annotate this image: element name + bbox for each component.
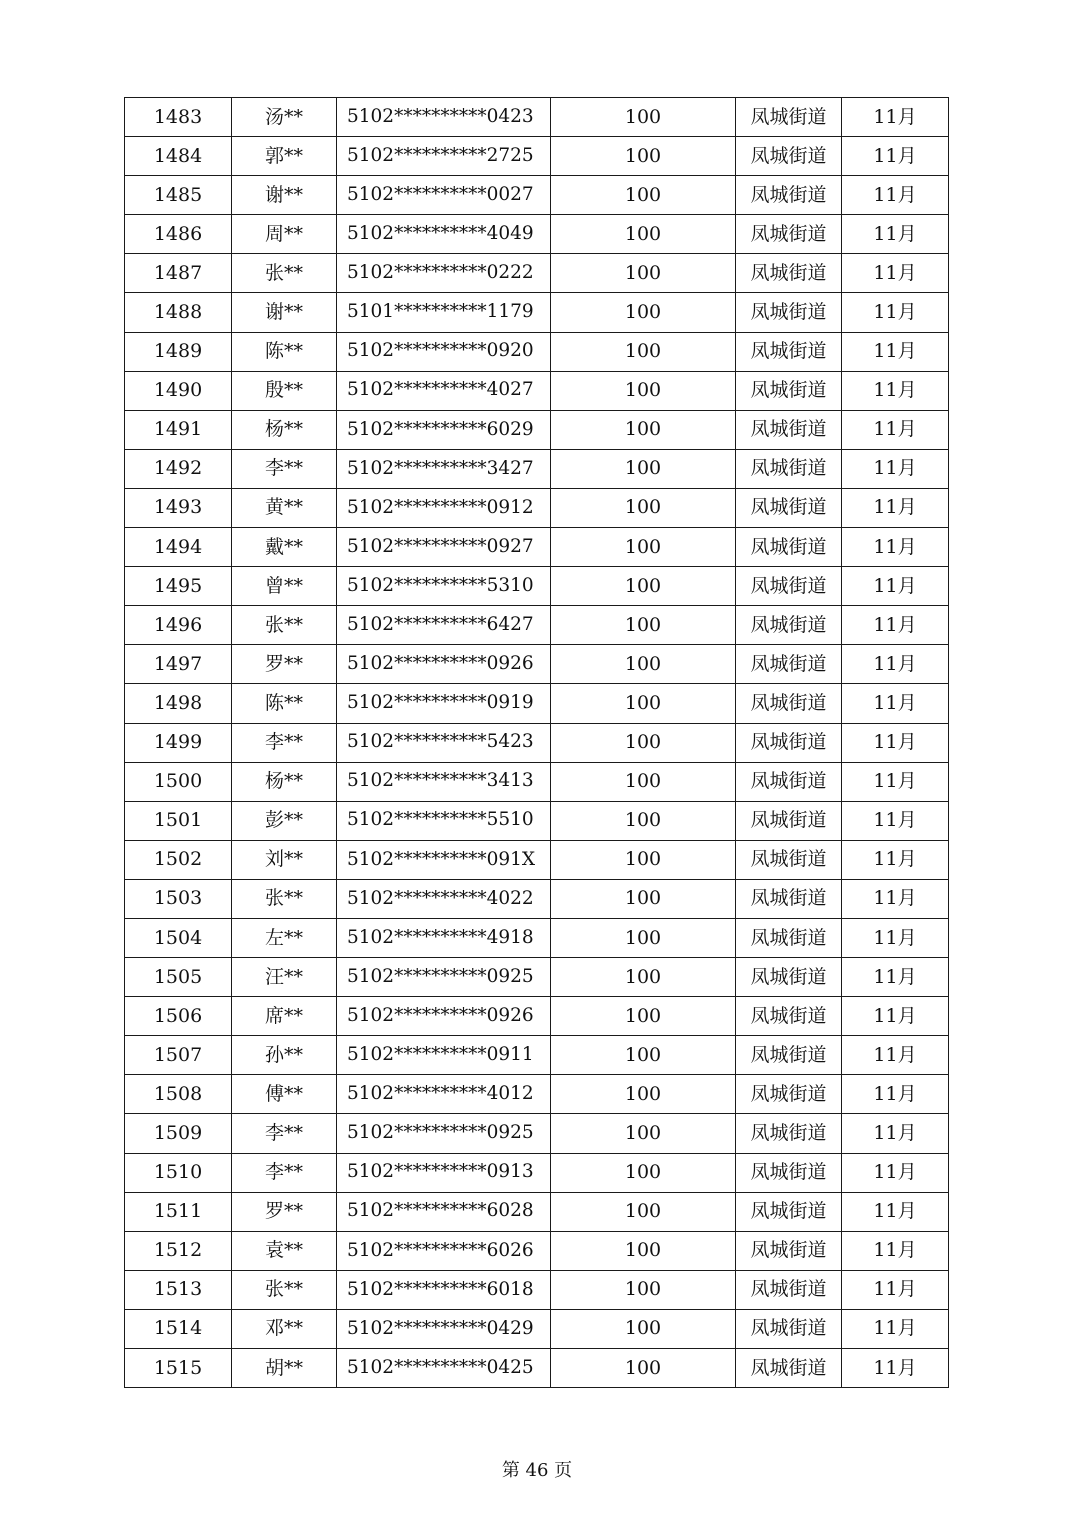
amount-cell: 100 <box>551 254 736 293</box>
name-cell: 罗** <box>232 1192 337 1231</box>
id-number-cell: 5102**********5310 <box>337 567 551 606</box>
amount-cell: 100 <box>551 1153 736 1192</box>
month-cell: 11月 <box>842 1231 949 1270</box>
serial-number-cell: 1489 <box>125 332 232 371</box>
month-cell: 11月 <box>842 723 949 762</box>
amount-cell: 100 <box>551 1309 736 1348</box>
id-number-cell: 5102**********0925 <box>337 958 551 997</box>
district-cell: 凤城街道 <box>736 645 842 684</box>
month-cell: 11月 <box>842 918 949 957</box>
id-number-cell: 5102**********0919 <box>337 684 551 723</box>
month-cell: 11月 <box>842 1153 949 1192</box>
serial-number-cell: 1511 <box>125 1192 232 1231</box>
id-number-cell: 5102**********0027 <box>337 176 551 215</box>
amount-cell: 100 <box>551 215 736 254</box>
district-cell: 凤城街道 <box>736 606 842 645</box>
district-cell: 凤城街道 <box>736 723 842 762</box>
id-number-cell: 5102**********3427 <box>337 449 551 488</box>
amount-cell: 100 <box>551 1349 736 1388</box>
month-cell: 11月 <box>842 371 949 410</box>
amount-cell: 100 <box>551 332 736 371</box>
district-cell: 凤城街道 <box>736 840 842 879</box>
table-row <box>125 645 949 684</box>
name-cell: 傅** <box>232 1075 337 1114</box>
table-row <box>125 371 949 410</box>
table-row <box>125 762 949 801</box>
amount-cell: 100 <box>551 98 736 137</box>
serial-number-cell: 1488 <box>125 293 232 332</box>
name-cell: 罗** <box>232 645 337 684</box>
month-cell: 11月 <box>842 606 949 645</box>
name-cell: 张** <box>232 606 337 645</box>
district-cell: 凤城街道 <box>736 801 842 840</box>
table-row <box>125 98 949 137</box>
name-cell: 袁** <box>232 1231 337 1270</box>
month-cell: 11月 <box>842 488 949 527</box>
table-row <box>125 997 949 1036</box>
district-cell: 凤城街道 <box>736 332 842 371</box>
district-cell: 凤城街道 <box>736 293 842 332</box>
table-row <box>125 254 949 293</box>
name-cell: 李** <box>232 449 337 488</box>
name-cell: 李** <box>232 723 337 762</box>
table-row <box>125 449 949 488</box>
name-cell: 席** <box>232 997 337 1036</box>
name-cell: 谢** <box>232 176 337 215</box>
name-cell: 陈** <box>232 332 337 371</box>
id-number-cell: 5102**********5510 <box>337 801 551 840</box>
serial-number-cell: 1509 <box>125 1114 232 1153</box>
month-cell: 11月 <box>842 1036 949 1075</box>
amount-cell: 100 <box>551 606 736 645</box>
amount-cell: 100 <box>551 449 736 488</box>
table-row <box>125 293 949 332</box>
serial-number-cell: 1499 <box>125 723 232 762</box>
id-number-cell: 5102**********0429 <box>337 1309 551 1348</box>
amount-cell: 100 <box>551 1114 736 1153</box>
id-number-cell: 5102**********2725 <box>337 137 551 176</box>
district-cell: 凤城街道 <box>736 1231 842 1270</box>
district-cell: 凤城街道 <box>736 449 842 488</box>
name-cell: 左** <box>232 918 337 957</box>
id-number-cell: 5102**********6026 <box>337 1231 551 1270</box>
serial-number-cell: 1497 <box>125 645 232 684</box>
district-cell: 凤城街道 <box>736 997 842 1036</box>
month-cell: 11月 <box>842 410 949 449</box>
table-row <box>125 1075 949 1114</box>
amount-cell: 100 <box>551 567 736 606</box>
district-cell: 凤城街道 <box>736 410 842 449</box>
id-number-cell: 5102**********4049 <box>337 215 551 254</box>
table-row <box>125 958 949 997</box>
month-cell: 11月 <box>842 1192 949 1231</box>
serial-number-cell: 1515 <box>125 1349 232 1388</box>
id-number-cell: 5102**********0222 <box>337 254 551 293</box>
serial-number-cell: 1502 <box>125 840 232 879</box>
month-cell: 11月 <box>842 684 949 723</box>
serial-number-cell: 1501 <box>125 801 232 840</box>
name-cell: 杨** <box>232 410 337 449</box>
month-cell: 11月 <box>842 449 949 488</box>
month-cell: 11月 <box>842 645 949 684</box>
table-row <box>125 1036 949 1075</box>
table-row <box>125 1192 949 1231</box>
id-number-cell: 5102**********0423 <box>337 98 551 137</box>
name-cell: 刘** <box>232 840 337 879</box>
table-row <box>125 1153 949 1192</box>
amount-cell: 100 <box>551 918 736 957</box>
serial-number-cell: 1494 <box>125 528 232 567</box>
table-row <box>125 528 949 567</box>
name-cell: 郭** <box>232 137 337 176</box>
district-cell: 凤城街道 <box>736 1153 842 1192</box>
name-cell: 汤** <box>232 98 337 137</box>
name-cell: 戴** <box>232 528 337 567</box>
district-cell: 凤城街道 <box>736 762 842 801</box>
table-row <box>125 332 949 371</box>
serial-number-cell: 1495 <box>125 567 232 606</box>
name-cell: 彭** <box>232 801 337 840</box>
district-cell: 凤城街道 <box>736 684 842 723</box>
serial-number-cell: 1487 <box>125 254 232 293</box>
roster-table <box>124 97 949 1388</box>
serial-number-cell: 1507 <box>125 1036 232 1075</box>
serial-number-cell: 1505 <box>125 958 232 997</box>
month-cell: 11月 <box>842 958 949 997</box>
id-number-cell: 5102**********0926 <box>337 645 551 684</box>
serial-number-cell: 1486 <box>125 215 232 254</box>
district-cell: 凤城街道 <box>736 215 842 254</box>
month-cell: 11月 <box>842 332 949 371</box>
serial-number-cell: 1498 <box>125 684 232 723</box>
name-cell: 孙** <box>232 1036 337 1075</box>
serial-number-cell: 1508 <box>125 1075 232 1114</box>
district-cell: 凤城街道 <box>736 488 842 527</box>
amount-cell: 100 <box>551 997 736 1036</box>
month-cell: 11月 <box>842 176 949 215</box>
month-cell: 11月 <box>842 879 949 918</box>
district-cell: 凤城街道 <box>736 918 842 957</box>
roster-table-body <box>125 98 949 1388</box>
table-row <box>125 488 949 527</box>
id-number-cell: 5102**********6029 <box>337 410 551 449</box>
amount-cell: 100 <box>551 488 736 527</box>
amount-cell: 100 <box>551 137 736 176</box>
name-cell: 李** <box>232 1114 337 1153</box>
name-cell: 李** <box>232 1153 337 1192</box>
id-number-cell: 5102**********0925 <box>337 1114 551 1153</box>
amount-cell: 100 <box>551 958 736 997</box>
serial-number-cell: 1484 <box>125 137 232 176</box>
id-number-cell: 5102**********4022 <box>337 879 551 918</box>
name-cell: 谢** <box>232 293 337 332</box>
id-number-cell: 5102**********6028 <box>337 1192 551 1231</box>
table-row <box>125 176 949 215</box>
district-cell: 凤城街道 <box>736 137 842 176</box>
id-number-cell: 5102**********0920 <box>337 332 551 371</box>
district-cell: 凤城街道 <box>736 1036 842 1075</box>
table-row <box>125 1270 949 1309</box>
district-cell: 凤城街道 <box>736 1114 842 1153</box>
id-number-cell: 5102**********4012 <box>337 1075 551 1114</box>
name-cell: 张** <box>232 254 337 293</box>
id-number-cell: 5102**********0911 <box>337 1036 551 1075</box>
table-row <box>125 1231 949 1270</box>
id-number-cell: 5102**********4918 <box>337 918 551 957</box>
id-number-cell: 5102**********091X <box>337 840 551 879</box>
month-cell: 11月 <box>842 801 949 840</box>
district-cell: 凤城街道 <box>736 176 842 215</box>
serial-number-cell: 1503 <box>125 879 232 918</box>
table-row <box>125 410 949 449</box>
serial-number-cell: 1496 <box>125 606 232 645</box>
table-row <box>125 918 949 957</box>
month-cell: 11月 <box>842 254 949 293</box>
serial-number-cell: 1513 <box>125 1270 232 1309</box>
amount-cell: 100 <box>551 840 736 879</box>
serial-number-cell: 1510 <box>125 1153 232 1192</box>
id-number-cell: 5102**********6427 <box>337 606 551 645</box>
id-number-cell: 5102**********6018 <box>337 1270 551 1309</box>
serial-number-cell: 1506 <box>125 997 232 1036</box>
name-cell: 黄** <box>232 488 337 527</box>
amount-cell: 100 <box>551 1075 736 1114</box>
table-row <box>125 215 949 254</box>
name-cell: 殷** <box>232 371 337 410</box>
id-number-cell: 5102**********0926 <box>337 997 551 1036</box>
serial-number-cell: 1492 <box>125 449 232 488</box>
district-cell: 凤城街道 <box>736 1349 842 1388</box>
month-cell: 11月 <box>842 567 949 606</box>
amount-cell: 100 <box>551 645 736 684</box>
amount-cell: 100 <box>551 176 736 215</box>
table-row <box>125 840 949 879</box>
district-cell: 凤城街道 <box>736 528 842 567</box>
amount-cell: 100 <box>551 762 736 801</box>
id-number-cell: 5102**********5423 <box>337 723 551 762</box>
district-cell: 凤城街道 <box>736 1192 842 1231</box>
district-cell: 凤城街道 <box>736 371 842 410</box>
name-cell: 杨** <box>232 762 337 801</box>
serial-number-cell: 1500 <box>125 762 232 801</box>
serial-number-cell: 1485 <box>125 176 232 215</box>
amount-cell: 100 <box>551 879 736 918</box>
amount-cell: 100 <box>551 528 736 567</box>
district-cell: 凤城街道 <box>736 958 842 997</box>
amount-cell: 100 <box>551 723 736 762</box>
district-cell: 凤城街道 <box>736 1309 842 1348</box>
id-number-cell: 5102**********0912 <box>337 488 551 527</box>
district-cell: 凤城街道 <box>736 1075 842 1114</box>
table-row <box>125 879 949 918</box>
name-cell: 胡** <box>232 1349 337 1388</box>
id-number-cell: 5102**********0913 <box>337 1153 551 1192</box>
serial-number-cell: 1493 <box>125 488 232 527</box>
table-row <box>125 137 949 176</box>
id-number-cell: 5102**********4027 <box>337 371 551 410</box>
serial-number-cell: 1483 <box>125 98 232 137</box>
table-row <box>125 1349 949 1388</box>
month-cell: 11月 <box>842 1309 949 1348</box>
district-cell: 凤城街道 <box>736 254 842 293</box>
table-row <box>125 1309 949 1348</box>
name-cell: 汪** <box>232 958 337 997</box>
name-cell: 邓** <box>232 1309 337 1348</box>
name-cell: 张** <box>232 879 337 918</box>
table-row <box>125 1114 949 1153</box>
amount-cell: 100 <box>551 1231 736 1270</box>
name-cell: 周** <box>232 215 337 254</box>
district-cell: 凤城街道 <box>736 879 842 918</box>
month-cell: 11月 <box>842 137 949 176</box>
month-cell: 11月 <box>842 1114 949 1153</box>
id-number-cell: 5102**********0425 <box>337 1349 551 1388</box>
month-cell: 11月 <box>842 215 949 254</box>
district-cell: 凤城街道 <box>736 1270 842 1309</box>
id-number-cell: 5102**********0927 <box>337 528 551 567</box>
month-cell: 11月 <box>842 528 949 567</box>
amount-cell: 100 <box>551 371 736 410</box>
table-row <box>125 567 949 606</box>
month-cell: 11月 <box>842 1349 949 1388</box>
district-cell: 凤城街道 <box>736 567 842 606</box>
month-cell: 11月 <box>842 293 949 332</box>
amount-cell: 100 <box>551 410 736 449</box>
amount-cell: 100 <box>551 1270 736 1309</box>
month-cell: 11月 <box>842 997 949 1036</box>
amount-cell: 100 <box>551 1036 736 1075</box>
serial-number-cell: 1490 <box>125 371 232 410</box>
amount-cell: 100 <box>551 801 736 840</box>
name-cell: 曾** <box>232 567 337 606</box>
table-row <box>125 606 949 645</box>
table-row <box>125 723 949 762</box>
table-row <box>125 684 949 723</box>
district-cell: 凤城街道 <box>736 98 842 137</box>
amount-cell: 100 <box>551 684 736 723</box>
serial-number-cell: 1514 <box>125 1309 232 1348</box>
id-number-cell: 5101**********1179 <box>337 293 551 332</box>
amount-cell: 100 <box>551 293 736 332</box>
amount-cell: 100 <box>551 1192 736 1231</box>
month-cell: 11月 <box>842 98 949 137</box>
name-cell: 张** <box>232 1270 337 1309</box>
page-number: 第 46 页 <box>501 1460 573 1481</box>
table-row <box>125 801 949 840</box>
month-cell: 11月 <box>842 1270 949 1309</box>
serial-number-cell: 1491 <box>125 410 232 449</box>
serial-number-cell: 1512 <box>125 1231 232 1270</box>
month-cell: 11月 <box>842 762 949 801</box>
id-number-cell: 5102**********3413 <box>337 762 551 801</box>
serial-number-cell: 1504 <box>125 918 232 957</box>
month-cell: 11月 <box>842 1075 949 1114</box>
name-cell: 陈** <box>232 684 337 723</box>
month-cell: 11月 <box>842 840 949 879</box>
